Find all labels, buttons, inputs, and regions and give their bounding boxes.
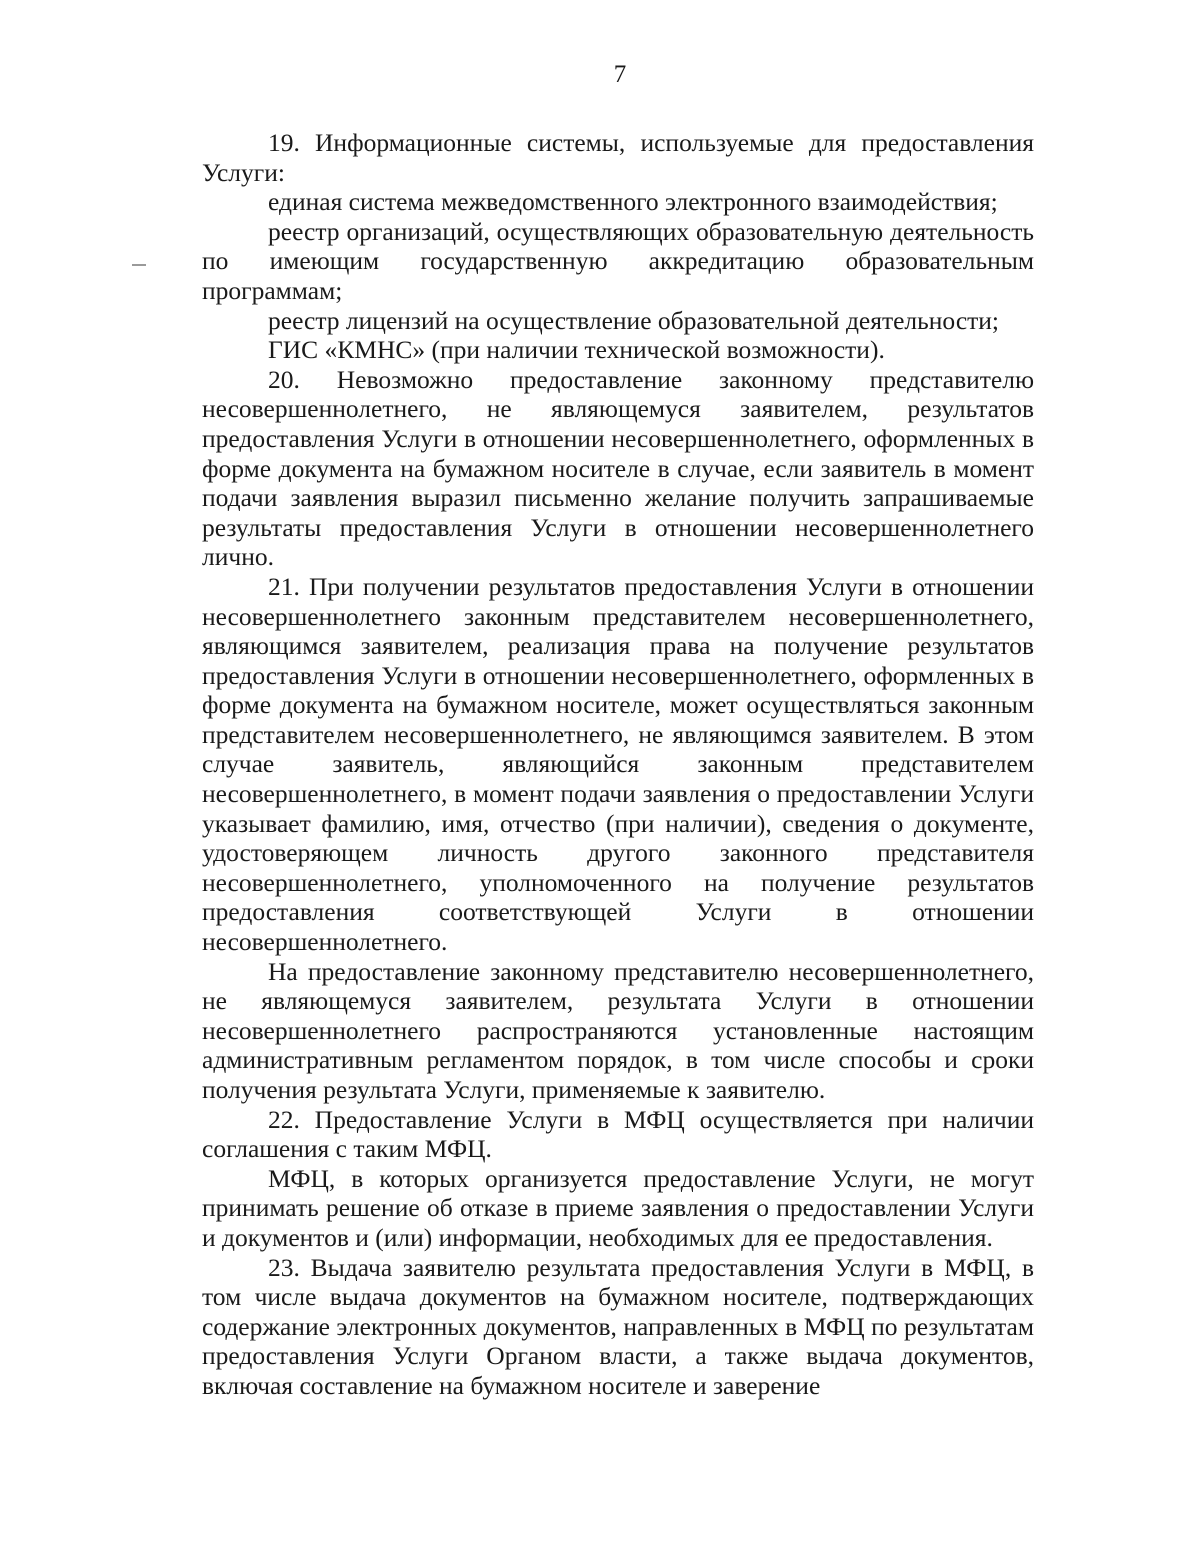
paragraph-19-item-4: ГИС «КМНС» (при наличии технической возможности).	[268, 335, 885, 365]
paragraph-21: 21. При получении результатов предоставления Услуги в отношении несовершеннолетнего законным представителем несовершеннолетнего, являющимся заявителем, реализация права на получение результатов предоставления Услуги в отношении несовершеннолетнего, оформленных в форме документа на бумажном носителе, может осуществляться законным представителем несовершеннолетнего, не являющимся заявителем. В этом случае заявитель, являющийся законным представителем несовершеннолетнего, в момент подачи заявления о предоставлении Услуги указывает фамилию, имя, отчество (при наличии), сведения о документе, удостоверяющем личность другого законного представителя несовершеннолетнего, уполномоченного на получение результатов предоставления соответствующей Услуги в отношении несовершеннолетнего.	[202, 571, 1034, 957]
paragraph-22-continued: МФЦ, в которых организуется предоставление Услуги, не могут принимать решение об отказе в приеме заявления о предоставлении Услуги и документов и (или) информации, необходимых для ее предоставления.	[202, 1163, 1034, 1252]
paragraph-19-item-2: реестр организаций, осуществляющих образовательную деятельность по имеющим государственную аккредитацию образовательным программам;	[202, 216, 1034, 305]
paragraph-21-continued: На предоставление законному представителю несовершеннолетнего, не являющемуся заявителем, результата Услуги в отношении несовершеннолетнего распространяются установленные настоящим административным регламентом порядок, в том числе способы и сроки получения результата Услуги, применяемые к заявителю.	[202, 956, 1034, 1104]
paragraph-23: 23. Выдача заявителю результата предоставления Услуги в МФЦ, в том числе выдача документов на бумажном носителе, подтверждающих содержание электронных документов, направленных в МФЦ по результатам предоставления Услуги Органом власти, а также выдача документов, включая составление на бумажном носителе и заверение	[202, 1252, 1034, 1400]
paragraph-19-item-3: реестр лицензий на осуществление образовательной деятельности;	[268, 305, 1000, 335]
paragraph-22: 22. Предоставление Услуги в МФЦ осуществляется при наличии соглашения с таким МФЦ.	[202, 1104, 1034, 1164]
margin-mark	[132, 264, 146, 266]
paragraph-20: 20. Невозможно предоставление законному представителю несовершеннолетнего, не являющемуся заявителем, результатов предоставления Услуги в отношении несовершеннолетнего, оформленных в форме документа на бумажном носителе в случае, если заявитель в момент подачи заявления выразил письменно желание получить запрашиваемые результаты предоставления Услуги в отношении несовершеннолетнего лично.	[202, 364, 1034, 572]
page-number: 7	[613, 61, 627, 88]
paragraph-19-item-1: единая система межведомственного электронного взаимодействия;	[268, 187, 998, 217]
paragraph-19-intro: 19. Информационные системы, используемые для предоставления Услуги:	[202, 128, 1034, 187]
document-body	[202, 128, 1034, 1401]
